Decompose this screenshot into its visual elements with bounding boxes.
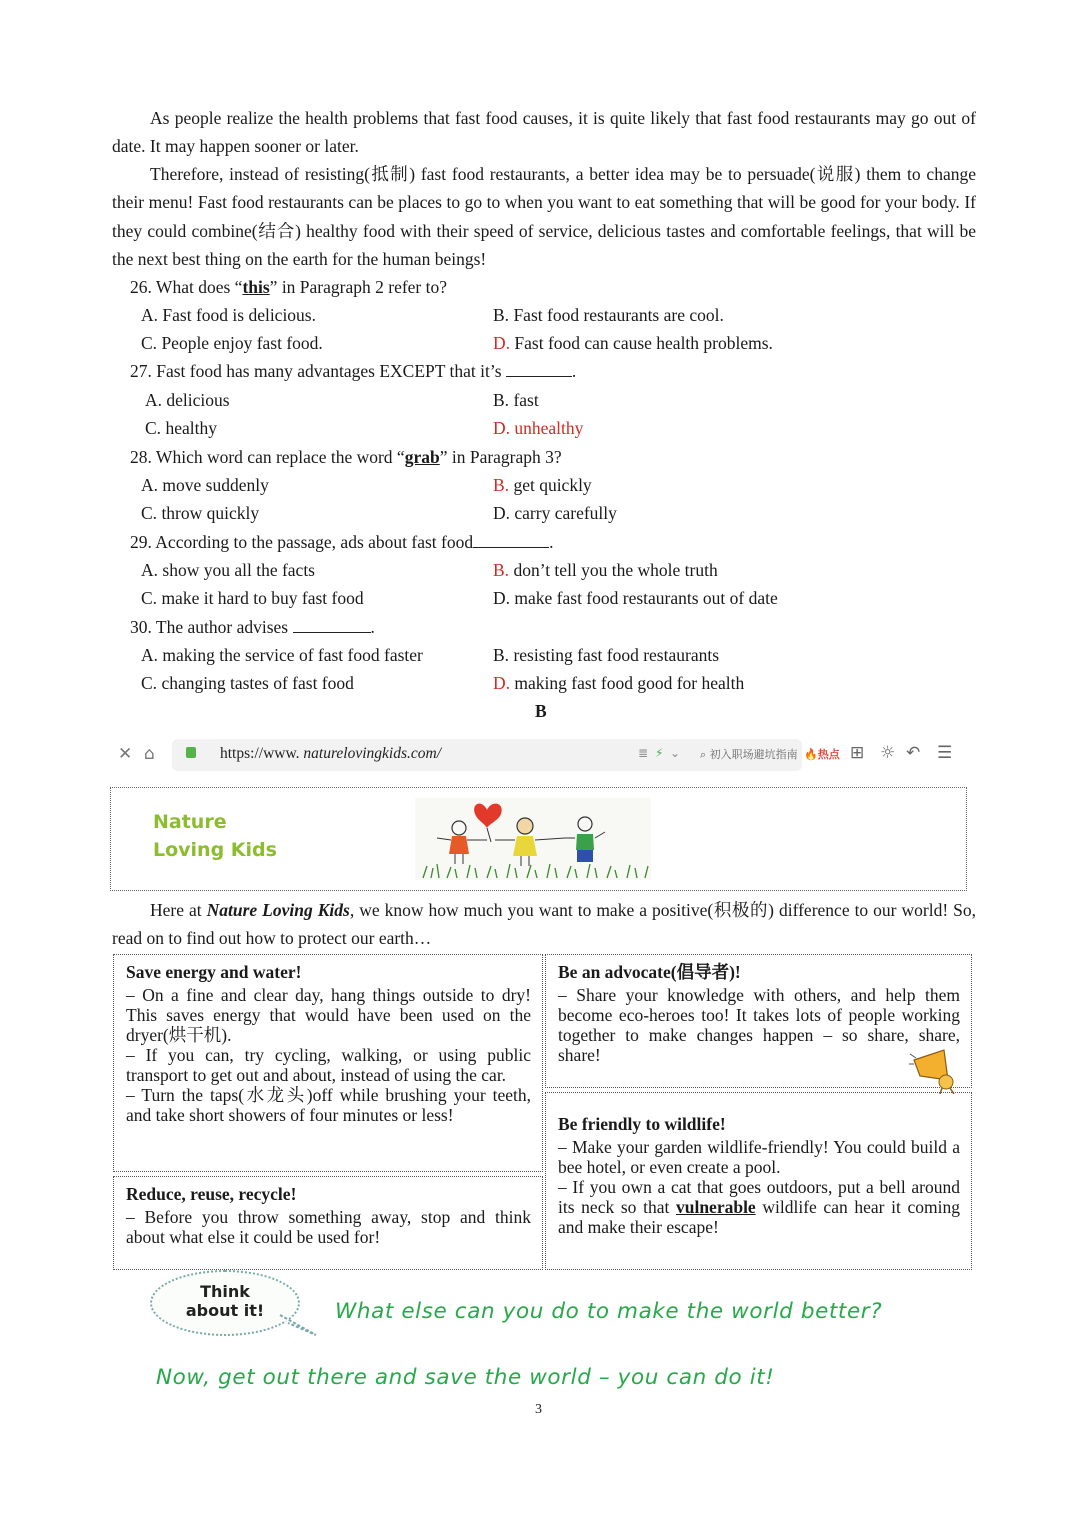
question-27-stem: 27. Fast food has many advantages EXCEPT that it’s . [130,361,577,381]
speech-tail [278,1313,318,1337]
tip-item: – On a fine and clear day, hang things outside to dry! This saves energy that would have been used on the dryer(烘干机). [126,985,531,1045]
tip-item: – Before you throw something away, stop and think about what else it could be used for! [126,1207,531,1247]
browser-toolbar [110,736,972,774]
question-26-option-c: C. People enjoy fast food. [141,333,323,353]
question-30-option-a: A. making the service of fast food faster [141,645,423,665]
question-30-option-c: C. changing tastes of fast food [141,673,354,693]
question-26-option-b: B. Fast food restaurants are cool. [493,305,724,325]
tip-be-friendly-to-wildlife [545,1092,972,1270]
megaphone-character-icon [908,1046,964,1094]
tip-title: Save energy and water! [126,962,302,982]
close-icon[interactable]: ✕ [118,744,133,764]
closing-message: Now, get out there and save the world – you can do it! [156,1365,775,1390]
question-29-option-c: C. make it hard to buy fast food [141,588,364,608]
passage-paragraph-2: Therefore, instead of resisting(抵制) fast food restaurants, a better idea may be to persuade(说服) them to change their menu! Fast food restaurants can be places to go to when you want to eat something that will be good for your body. If they could combine(结合) healthy food with their speed of service, delicious tastes and comfortable feelings, that will be the next best thing on the earth for the human beings! [112,164,976,269]
site-logo[interactable]: Nature Loving Kids [153,811,277,861]
hot-topics-badge[interactable]: 🔥热点 [804,748,840,761]
lock-icon [186,747,196,758]
brightness-icon[interactable]: ☼ [880,743,896,763]
question-26-option-d: D. Fast food can cause health problems. [493,333,773,353]
question-28-option-b: B. get quickly [493,475,592,495]
home-icon[interactable]: ⌂ [144,744,155,764]
question-26-stem: 26. What does “this” in Paragraph 2 refer to? [130,277,448,297]
question-28-stem: 28. Which word can replace the word “grab” in Paragraph 3? [130,447,562,467]
kids-illustration [415,798,651,880]
question-27-option-b: B. fast [493,390,539,410]
question-28-option-a: A. move suddenly [141,475,269,495]
tip-title: Be an advocate(倡导者)! [558,962,741,982]
site-header [110,787,967,891]
section-label: B [535,701,547,721]
intro-paragraph: Here at Nature Loving Kids, we know how much you want to make a positive(积极的) difference to our world! So, read on to find out how to protect our earth… [112,900,976,949]
question-27-option-d: D. unhealthy [493,418,584,438]
menu-icon[interactable]: ☰ [937,743,953,763]
search-box[interactable]: ⌕ 初入职场避坑指南 [700,748,798,761]
tip-title: Reduce, reuse, recycle! [126,1184,297,1204]
question-26-option-a: A. Fast food is delicious. [141,305,316,325]
tip-item: – Share your knowledge with others, and help them become eco-heroes too! It takes lots of people working together to make changes happen – so share, share, share! [558,985,960,1065]
question-30-option-d: D. making fast food good for health [493,673,745,693]
think-question: What else can you do to make the world better? [335,1299,883,1324]
tip-title: Be friendly to wildlife! [558,1114,726,1134]
tip-reduce-reuse-recycle [113,1176,543,1270]
tip-item: – Turn the taps(水龙头)off while brushing your teeth, and take short showers of four minutes or less! [126,1085,531,1125]
chevron-down-icon[interactable]: ⌄ [670,746,681,760]
tip-save-energy [113,954,543,1172]
question-28-option-c: C. throw quickly [141,503,260,523]
question-30-option-b: B. resisting fast food restaurants [493,645,720,665]
reader-icon[interactable]: ≣ [638,746,649,760]
bolt-icon[interactable]: ⚡ [655,746,664,760]
question-28-option-d: D. carry carefully [493,503,617,523]
tip-item: – Make your garden wildlife-friendly! You could build a bee hotel, or even create a pool. [558,1137,960,1177]
url-text[interactable]: https://www. naturelovingkids.com/ [220,745,441,762]
think-about-it-bubble: Think about it! [150,1270,300,1336]
question-27-option-a: A. delicious [145,390,230,410]
undo-icon[interactable]: ↶ [906,743,921,763]
question-30-stem: 30. The author advises . [130,617,375,637]
tip-item: – If you own a cat that goes outdoors, put a bell around its neck so that vulnerable wildlife can hear it coming and make their escape! [558,1177,960,1237]
question-29-option-b: B. don’t tell you the whole truth [493,560,718,580]
passage-paragraph-1: As people realize the health problems that fast food causes, it is quite likely that fast food restaurants may go out of date. It may happen sooner or later. [112,108,976,157]
tip-item: – If you can, try cycling, walking, or using public transport to get out and about, instead of using the car. [126,1045,531,1085]
question-29-option-d: D. make fast food restaurants out of date [493,588,778,608]
question-29-stem: 29. According to the passage, ads about fast food . [130,532,554,552]
apps-grid-icon[interactable]: ⊞ [850,743,865,763]
page-number: 3 [535,1402,542,1417]
question-29-option-a: A. show you all the facts [141,560,315,580]
question-27-option-c: C. healthy [145,418,217,438]
